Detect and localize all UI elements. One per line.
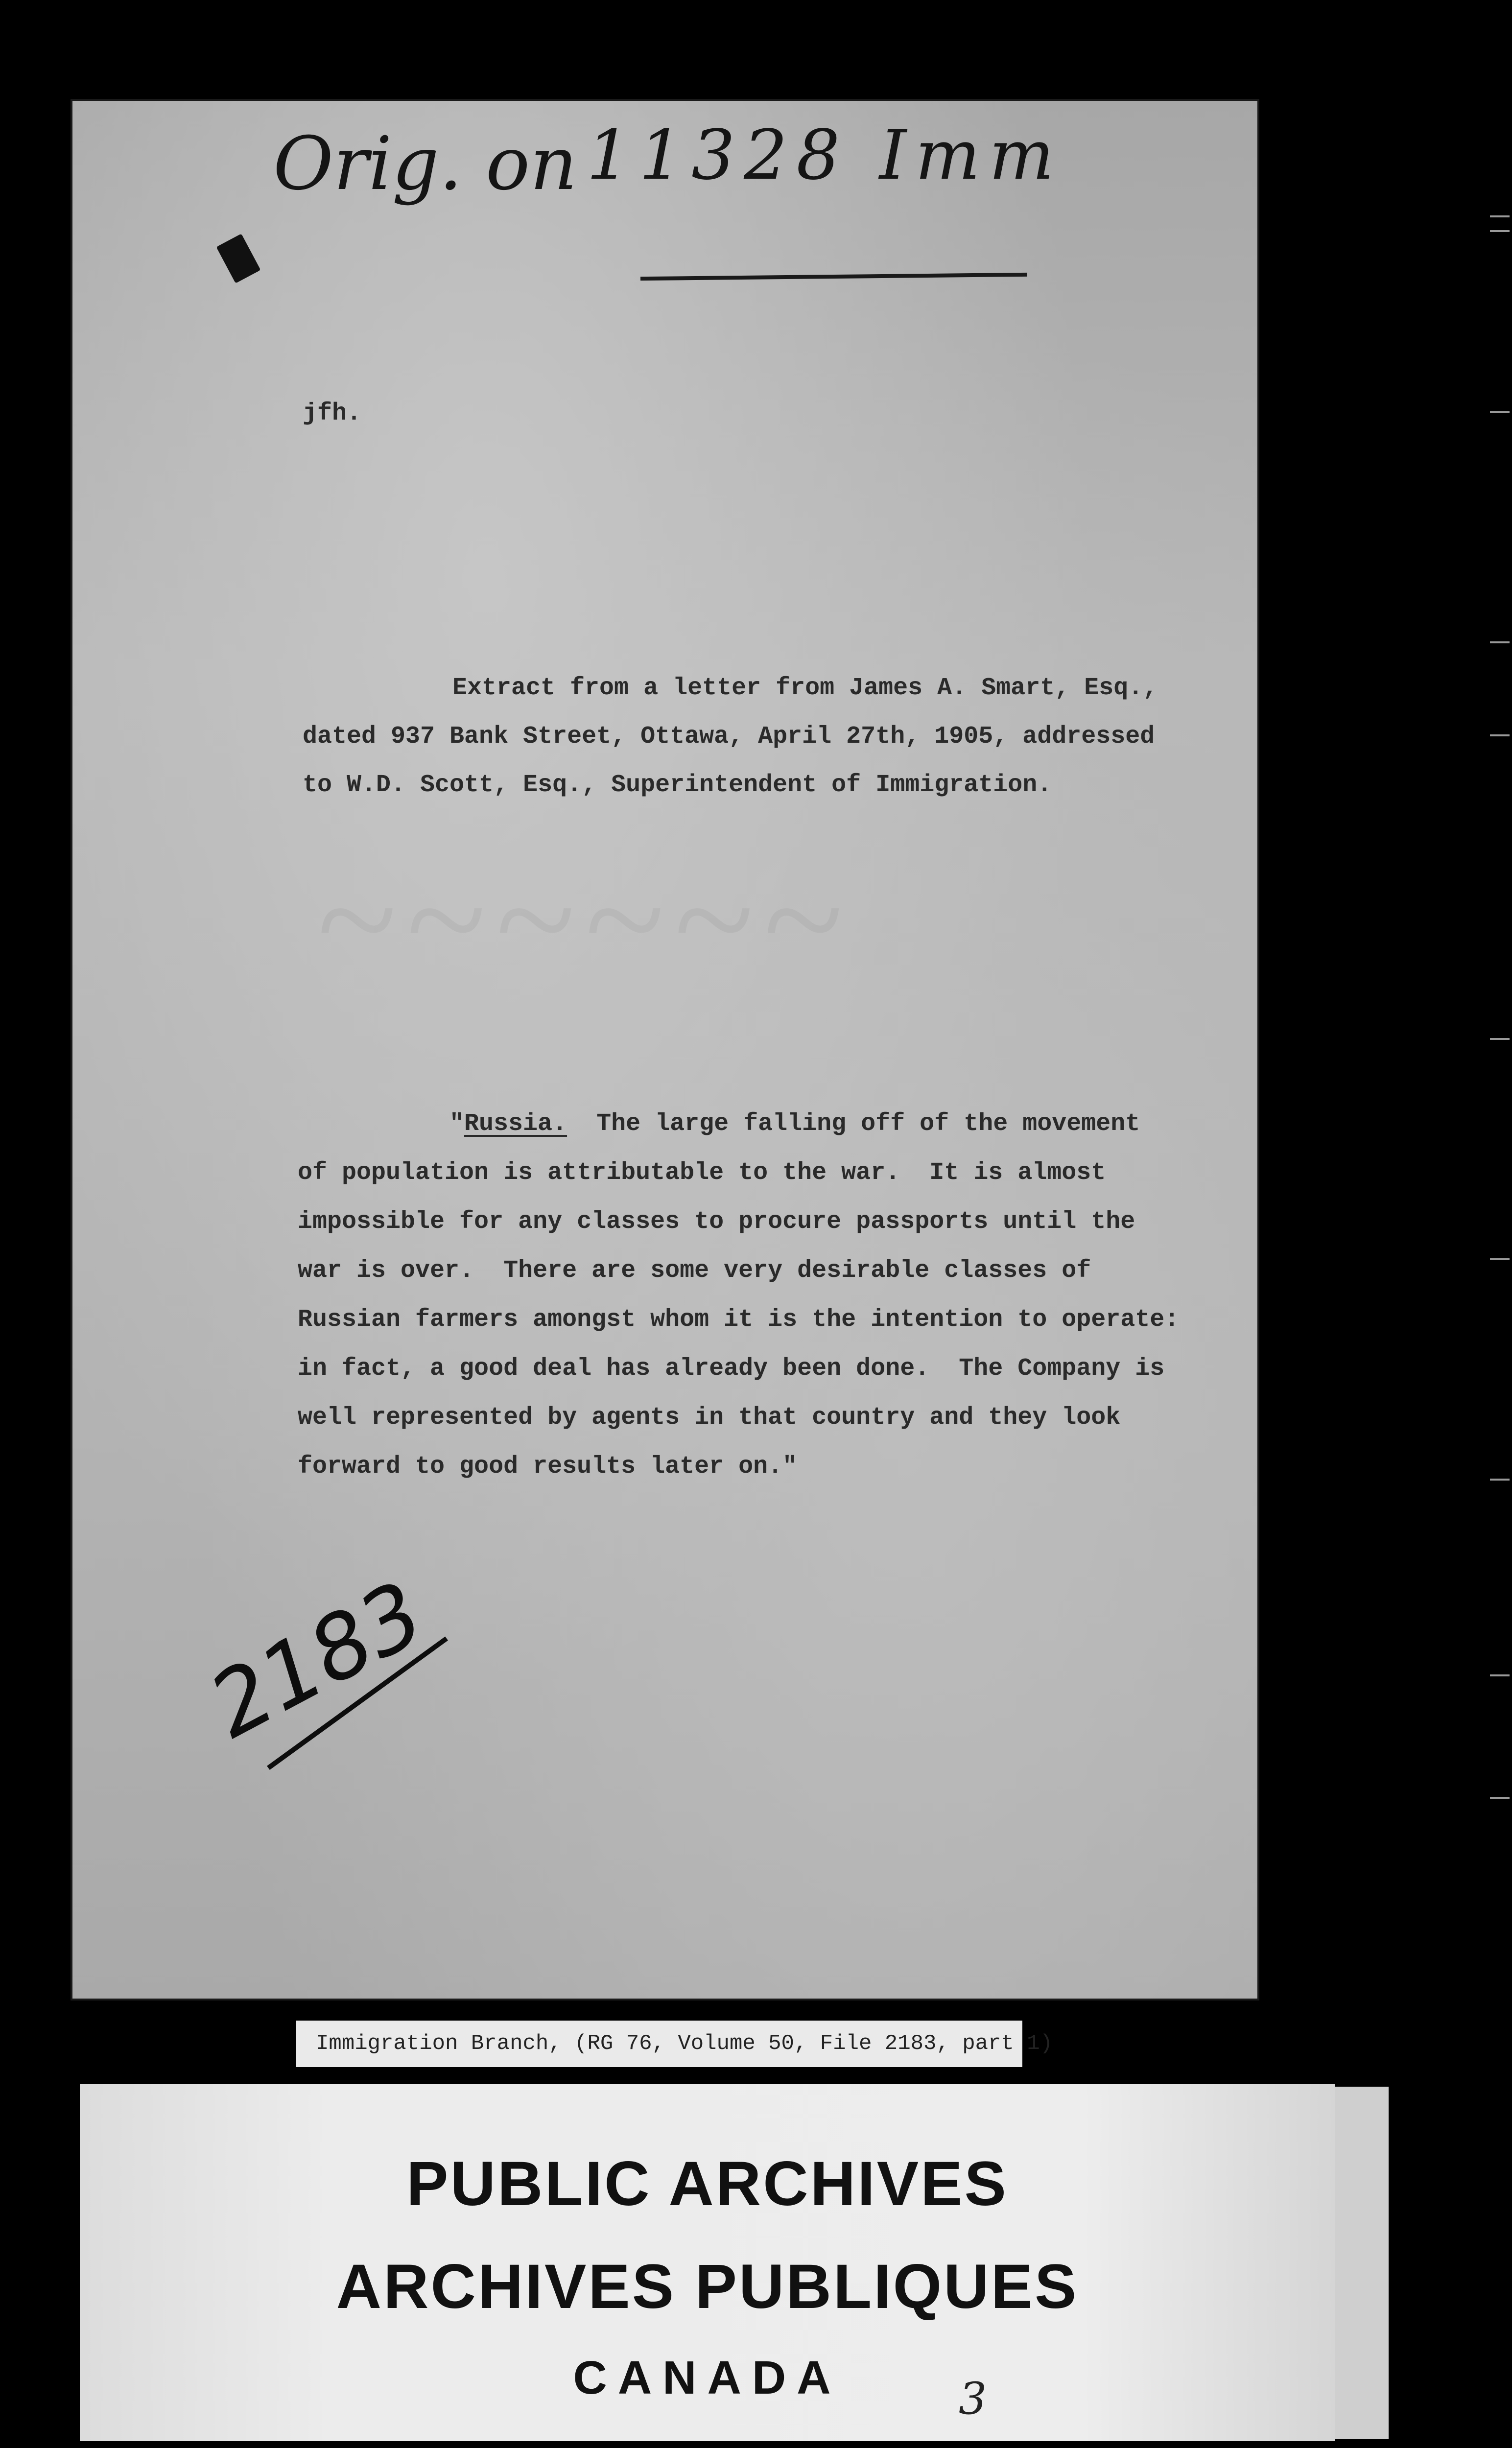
archive-country: CANADA [573, 2352, 842, 2404]
intro-line: to W.D. Scott, Esq., Superintendent of Immigration. [303, 771, 1052, 799]
quote-open: " [449, 1110, 465, 1138]
quote-heading: Russia. [464, 1110, 567, 1138]
quote-first-line: The large falling off of the movement [567, 1110, 1140, 1138]
orig-note: Orig. on [273, 121, 577, 207]
quote-line: Russian farmers amongst whom it is the intention to operate: [298, 1306, 1180, 1334]
reference-underline [640, 273, 1027, 281]
citation-label: Immigration Branch, (RG 76, Volume 50, File 2183, part 1) [296, 2021, 1022, 2067]
card-handwritten-mark: 3 [959, 2373, 987, 2424]
archive-title-en: PUBLIC ARCHIVES [406, 2149, 1008, 2219]
clip-mark [216, 234, 261, 283]
document-page [72, 101, 1257, 1999]
intro-line: dated 937 Bank Street, Ottawa, April 27th, 1905, addressed [303, 723, 1155, 751]
typist-initials: jfh. [303, 400, 362, 427]
archive-title-fr: ARCHIVES PUBLIQUES [336, 2252, 1079, 2322]
quote-line: well represented by agents in that country and they look [298, 1404, 1121, 1432]
watermark: ~~~~~~ [317, 838, 853, 1001]
quote-paragraph [298, 1100, 1179, 1491]
reference-number: 11328 Imm [587, 116, 1063, 195]
quote-line [298, 1100, 1179, 1149]
quote-line: impossible for any classes to procure passports until the [298, 1208, 1135, 1236]
quote-line: in fact, a good deal has already been done. The Company is [298, 1355, 1165, 1383]
card-edge [1335, 2087, 1389, 2439]
intro-paragraph [303, 664, 1158, 809]
intro-line: Extract from a letter from James A. Smart, Esq., [452, 674, 1158, 702]
quote-line: war is over. There are some very desirable classes of [298, 1257, 1091, 1285]
file-number-handwritten: 2183 [193, 1562, 440, 1758]
archive-card [80, 2084, 1335, 2441]
film-edge-marks [1453, 206, 1512, 1821]
quote-line: of population is attributable to the war. It is almost [298, 1159, 1106, 1187]
quote-line: forward to good results later on." [298, 1453, 798, 1481]
